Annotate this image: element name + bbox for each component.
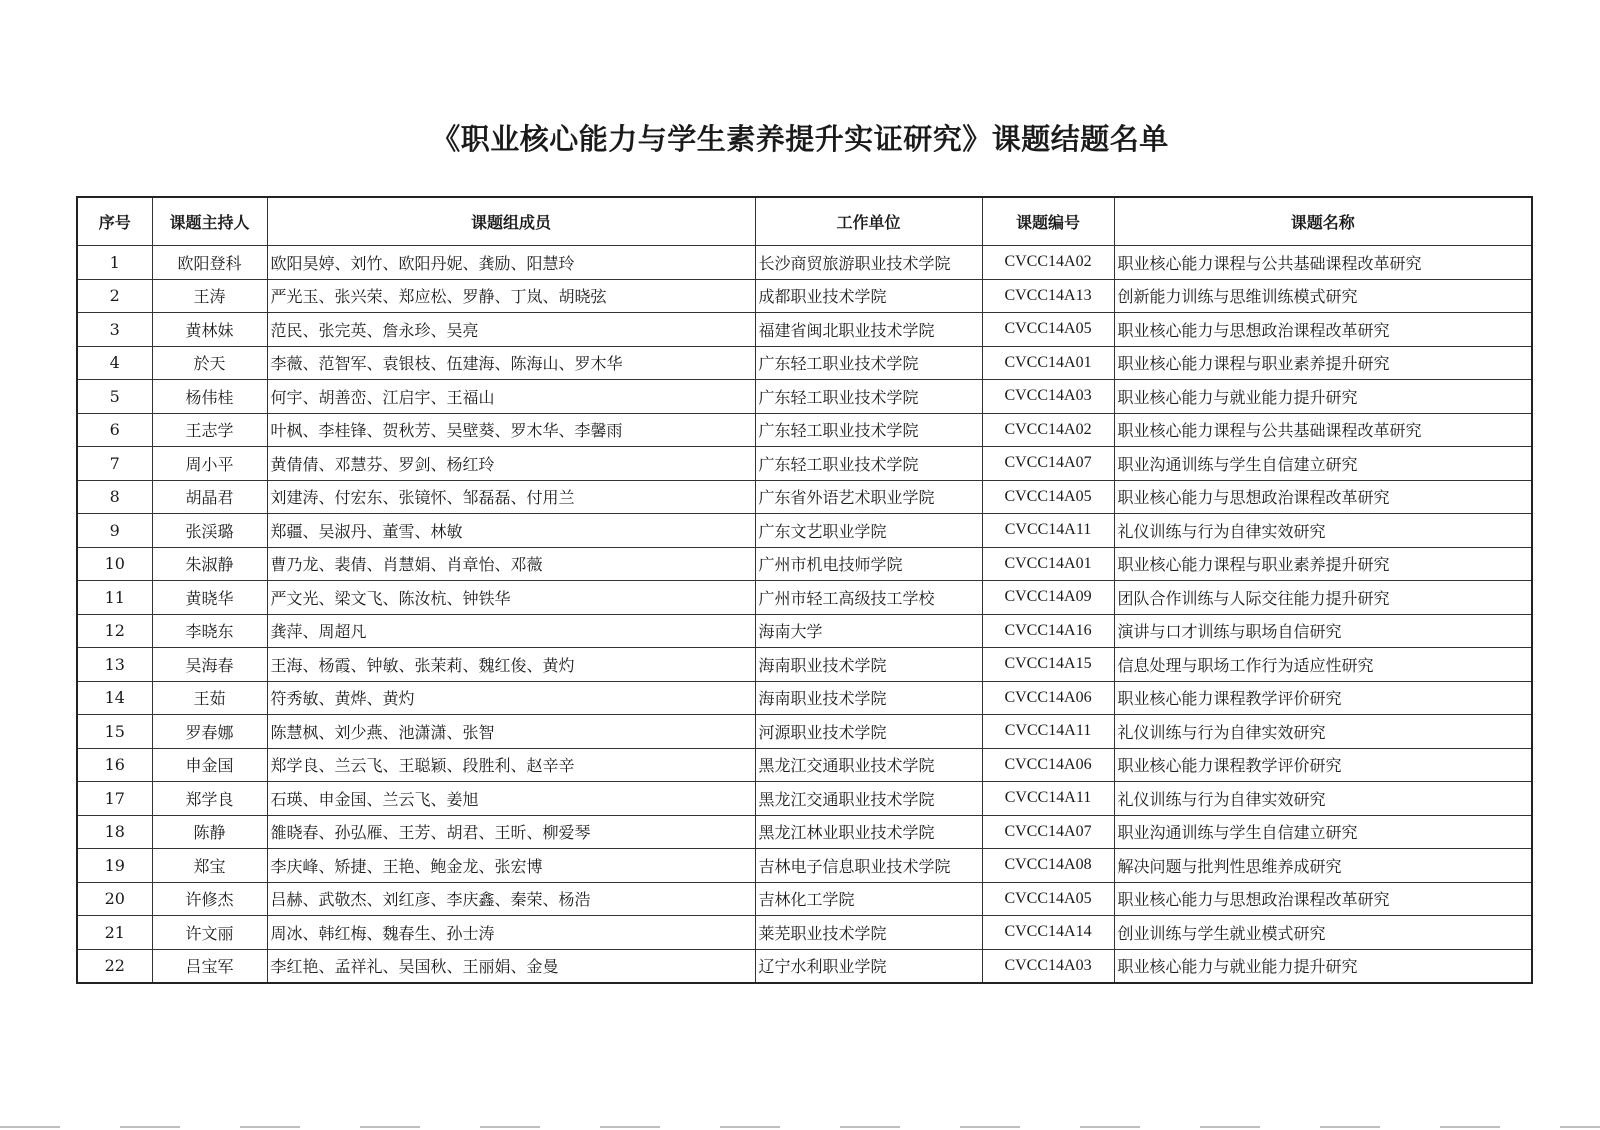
cell-members: 雒晓春、孙弘雁、王芳、胡君、王昕、柳爱琴 <box>267 815 755 849</box>
table-row <box>77 514 1532 548</box>
table-row <box>77 681 1532 715</box>
cell-unit: 成都职业技术学院 <box>755 279 982 313</box>
cell-topic: 职业核心能力与就业能力提升研究 <box>1114 949 1532 983</box>
cell-members: 石瑛、申金国、兰云飞、姜旭 <box>267 782 755 816</box>
cell-code: CVCC14A07 <box>982 815 1114 849</box>
cell-unit: 福建省闽北职业技术学院 <box>755 313 982 347</box>
cell-unit: 海南大学 <box>755 614 982 648</box>
cell-code: CVCC14A07 <box>982 447 1114 481</box>
table-row <box>77 447 1532 481</box>
cell-no: 17 <box>77 782 152 816</box>
cell-no: 6 <box>77 413 152 447</box>
cell-members: 严文光、梁文飞、陈汝杭、钟铁华 <box>267 581 755 615</box>
cell-members: 吕赫、武敬杰、刘红彦、李庆鑫、秦荣、杨浩 <box>267 882 755 916</box>
document-title: 《职业核心能力与学生素养提升实证研究》课题结题名单 <box>431 122 1169 156</box>
cell-topic: 职业核心能力课程与公共基础课程改革研究 <box>1114 246 1532 280</box>
cell-no: 8 <box>77 480 152 514</box>
cell-host: 黄晓华 <box>152 581 267 615</box>
cell-host: 王茹 <box>152 681 267 715</box>
cell-unit: 长沙商贸旅游职业技术学院 <box>755 246 982 280</box>
cell-host: 周小平 <box>152 447 267 481</box>
cell-host: 於天 <box>152 346 267 380</box>
cell-members: 陈慧枫、刘少燕、池潇潇、张智 <box>267 715 755 749</box>
cell-no: 15 <box>77 715 152 749</box>
cell-host: 王志学 <box>152 413 267 447</box>
column-header-no: 序号 <box>77 197 152 246</box>
table-row <box>77 949 1532 983</box>
cell-host: 郑宝 <box>152 849 267 883</box>
cell-host: 郑学良 <box>152 782 267 816</box>
cell-no: 2 <box>77 279 152 313</box>
cell-unit: 海南职业技术学院 <box>755 648 982 682</box>
cell-no: 16 <box>77 748 152 782</box>
cell-no: 9 <box>77 514 152 548</box>
cell-topic: 演讲与口才训练与职场自信研究 <box>1114 614 1532 648</box>
table-row <box>77 882 1532 916</box>
cell-topic: 职业核心能力课程教学评价研究 <box>1114 681 1532 715</box>
table-row <box>77 413 1532 447</box>
cell-no: 1 <box>77 246 152 280</box>
cell-topic: 职业沟通训练与学生自信建立研究 <box>1114 447 1532 481</box>
cell-host: 陈静 <box>152 815 267 849</box>
cell-no: 20 <box>77 882 152 916</box>
table-row <box>77 916 1532 950</box>
cell-host: 许修杰 <box>152 882 267 916</box>
cell-code: CVCC14A16 <box>982 614 1114 648</box>
column-header-code: 课题编号 <box>982 197 1114 246</box>
table-row <box>77 346 1532 380</box>
cell-members: 严光玉、张兴荣、郑应松、罗静、丁岚、胡晓弦 <box>267 279 755 313</box>
cell-code: CVCC14A01 <box>982 346 1114 380</box>
cell-topic: 礼仪训练与行为自律实效研究 <box>1114 514 1532 548</box>
cell-no: 22 <box>77 949 152 983</box>
cell-topic: 礼仪训练与行为自律实效研究 <box>1114 715 1532 749</box>
table-row <box>77 547 1532 581</box>
cell-no: 14 <box>77 681 152 715</box>
cell-members: 李薇、范智军、袁银枝、伍建海、陈海山、罗木华 <box>267 346 755 380</box>
cell-code: CVCC14A02 <box>982 246 1114 280</box>
cell-topic: 团队合作训练与人际交往能力提升研究 <box>1114 581 1532 615</box>
table-row <box>77 480 1532 514</box>
cell-host: 张渓璐 <box>152 514 267 548</box>
column-header-unit: 工作单位 <box>755 197 982 246</box>
cell-topic: 职业核心能力课程教学评价研究 <box>1114 748 1532 782</box>
cell-host: 朱淑静 <box>152 547 267 581</box>
cell-unit: 黑龙江交通职业技术学院 <box>755 748 982 782</box>
cell-code: CVCC14A05 <box>982 480 1114 514</box>
cell-topic: 解决问题与批判性思维养成研究 <box>1114 849 1532 883</box>
cell-code: CVCC14A06 <box>982 748 1114 782</box>
table-row <box>77 715 1532 749</box>
cell-members: 符秀敏、黄烨、黄灼 <box>267 681 755 715</box>
cell-topic: 职业核心能力与思想政治课程改革研究 <box>1114 313 1532 347</box>
cell-unit: 黑龙江林业职业技术学院 <box>755 815 982 849</box>
cell-topic: 职业核心能力与思想政治课程改革研究 <box>1114 882 1532 916</box>
cell-code: CVCC14A02 <box>982 413 1114 447</box>
cell-code: CVCC14A13 <box>982 279 1114 313</box>
table-row <box>77 648 1532 682</box>
scan-edge-artifact <box>0 1126 1600 1128</box>
column-header-topic: 课题名称 <box>1114 197 1532 246</box>
table-row <box>77 782 1532 816</box>
table-row <box>77 849 1532 883</box>
cell-unit: 广东轻工职业技术学院 <box>755 447 982 481</box>
cell-unit: 莱芜职业技术学院 <box>755 916 982 950</box>
table-row <box>77 815 1532 849</box>
cell-host: 罗春娜 <box>152 715 267 749</box>
cell-members: 郑学良、兰云飞、王聪颖、段胜利、赵辛辛 <box>267 748 755 782</box>
cell-no: 3 <box>77 313 152 347</box>
cell-host: 申金国 <box>152 748 267 782</box>
cell-code: CVCC14A05 <box>982 313 1114 347</box>
table-row <box>77 748 1532 782</box>
cell-topic: 职业核心能力课程与公共基础课程改革研究 <box>1114 413 1532 447</box>
cell-members: 何宇、胡善峦、江启宇、王福山 <box>267 380 755 414</box>
cell-topic: 创业训练与学生就业模式研究 <box>1114 916 1532 950</box>
cell-no: 5 <box>77 380 152 414</box>
cell-members: 黄倩倩、邓慧芬、罗剑、杨红玲 <box>267 447 755 481</box>
cell-topic: 信息处理与职场工作行为适应性研究 <box>1114 648 1532 682</box>
table-row <box>77 614 1532 648</box>
cell-unit: 广州市轻工高级技工学校 <box>755 581 982 615</box>
cell-unit: 广东轻工职业技术学院 <box>755 346 982 380</box>
cell-host: 黄林妹 <box>152 313 267 347</box>
table-row <box>77 279 1532 313</box>
cell-code: CVCC14A11 <box>982 514 1114 548</box>
cell-host: 许文丽 <box>152 916 267 950</box>
cell-host: 吴海春 <box>152 648 267 682</box>
table-header-row <box>77 197 1532 246</box>
project-list-table <box>76 196 1533 984</box>
cell-no: 21 <box>77 916 152 950</box>
cell-members: 刘建涛、付宏东、张镜怀、邹磊磊、付用兰 <box>267 480 755 514</box>
cell-members: 欧阳昊婷、刘竹、欧阳丹妮、龚励、阳慧玲 <box>267 246 755 280</box>
cell-code: CVCC14A05 <box>982 882 1114 916</box>
cell-unit: 广东轻工职业技术学院 <box>755 380 982 414</box>
cell-host: 李晓东 <box>152 614 267 648</box>
cell-unit: 广东轻工职业技术学院 <box>755 413 982 447</box>
cell-topic: 职业核心能力与思想政治课程改革研究 <box>1114 480 1532 514</box>
cell-unit: 吉林电子信息职业技术学院 <box>755 849 982 883</box>
cell-topic: 礼仪训练与行为自律实效研究 <box>1114 782 1532 816</box>
cell-code: CVCC14A14 <box>982 916 1114 950</box>
cell-unit: 广州市机电技师学院 <box>755 547 982 581</box>
column-header-host: 课题主持人 <box>152 197 267 246</box>
cell-topic: 创新能力训练与思维训练模式研究 <box>1114 279 1532 313</box>
cell-code: CVCC14A03 <box>982 380 1114 414</box>
cell-topic: 职业核心能力课程与职业素养提升研究 <box>1114 547 1532 581</box>
cell-members: 郑疆、吴淑丹、董雪、林敏 <box>267 514 755 548</box>
cell-members: 叶枫、李桂锋、贺秋芳、吴壁葵、罗木华、李馨雨 <box>267 413 755 447</box>
table-row <box>77 313 1532 347</box>
cell-no: 4 <box>77 346 152 380</box>
cell-no: 10 <box>77 547 152 581</box>
cell-host: 杨伟桂 <box>152 380 267 414</box>
column-header-members: 课题组成员 <box>267 197 755 246</box>
cell-code: CVCC14A15 <box>982 648 1114 682</box>
cell-host: 胡晶君 <box>152 480 267 514</box>
cell-code: CVCC14A01 <box>982 547 1114 581</box>
cell-code: CVCC14A06 <box>982 681 1114 715</box>
cell-unit: 吉林化工学院 <box>755 882 982 916</box>
cell-members: 周冰、韩红梅、魏春生、孙士涛 <box>267 916 755 950</box>
cell-no: 11 <box>77 581 152 615</box>
cell-no: 18 <box>77 815 152 849</box>
cell-members: 王海、杨霞、钟敏、张茉莉、魏红俊、黄灼 <box>267 648 755 682</box>
cell-members: 范民、张完英、詹永珍、吴亮 <box>267 313 755 347</box>
cell-members: 曹乃龙、裴倩、肖慧娟、肖章怡、邓薇 <box>267 547 755 581</box>
cell-host: 欧阳登科 <box>152 246 267 280</box>
cell-topic: 职业沟通训练与学生自信建立研究 <box>1114 815 1532 849</box>
cell-members: 李庆峰、矫捷、王艳、鲍金龙、张宏博 <box>267 849 755 883</box>
cell-no: 13 <box>77 648 152 682</box>
cell-unit: 黑龙江交通职业技术学院 <box>755 782 982 816</box>
table-row <box>77 581 1532 615</box>
cell-topic: 职业核心能力与就业能力提升研究 <box>1114 380 1532 414</box>
cell-code: CVCC14A11 <box>982 782 1114 816</box>
table-row <box>77 380 1532 414</box>
cell-code: CVCC14A11 <box>982 715 1114 749</box>
cell-no: 19 <box>77 849 152 883</box>
cell-code: CVCC14A08 <box>982 849 1114 883</box>
cell-code: CVCC14A09 <box>982 581 1114 615</box>
cell-unit: 广东省外语艺术职业学院 <box>755 480 982 514</box>
cell-unit: 辽宁水利职业学院 <box>755 949 982 983</box>
cell-no: 7 <box>77 447 152 481</box>
cell-host: 王涛 <box>152 279 267 313</box>
cell-code: CVCC14A03 <box>982 949 1114 983</box>
table-row <box>77 246 1532 280</box>
cell-unit: 海南职业技术学院 <box>755 681 982 715</box>
cell-unit: 广东文艺职业学院 <box>755 514 982 548</box>
cell-unit: 河源职业技术学院 <box>755 715 982 749</box>
cell-host: 吕宝军 <box>152 949 267 983</box>
cell-members: 李红艳、孟祥礼、吴国秋、王丽娟、金曼 <box>267 949 755 983</box>
cell-no: 12 <box>77 614 152 648</box>
cell-members: 龚萍、周超凡 <box>267 614 755 648</box>
cell-topic: 职业核心能力课程与职业素养提升研究 <box>1114 346 1532 380</box>
